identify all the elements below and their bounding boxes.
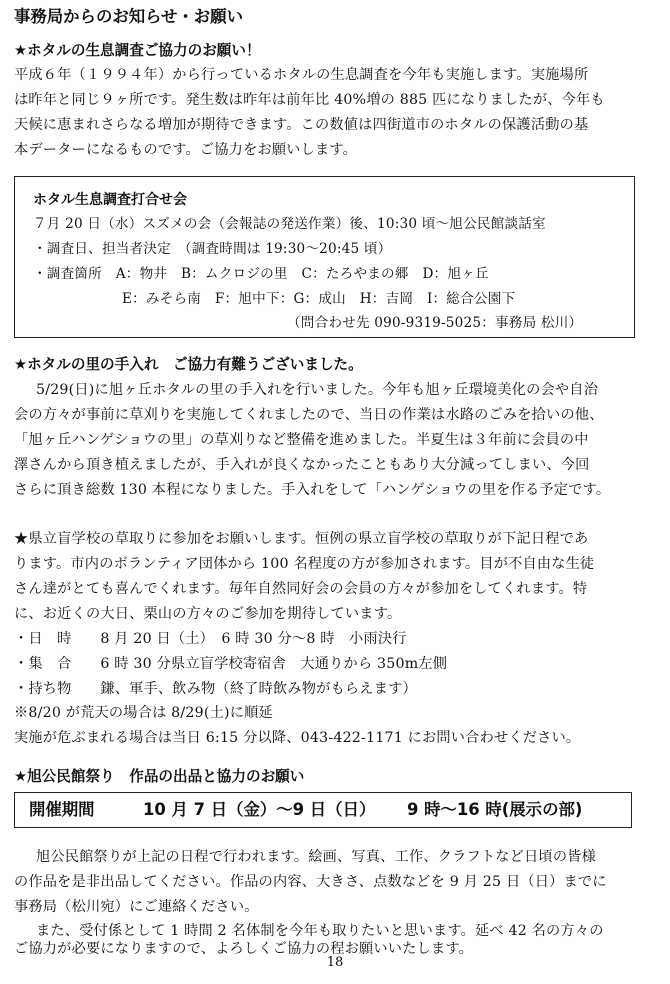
school-datetime: ・日 時 8 月 20 日（土） 6 時 30 分～8 時 小雨決行	[14, 631, 407, 647]
survey-paragraph-line: 天候に恵まれさらなる増加が期待できます。この数値は四街道市のホタルの保護活動の基	[14, 117, 589, 133]
survey-paragraph-line: 本データーになるものです。ご協力をお願いします。	[14, 142, 358, 158]
festival-paragraph-line: ご協力が必要になりますので、よろしくご協力の程お願いいたします。	[14, 941, 473, 957]
festival-heading: ★旭公民館祭り 作品の出品と協力のお願い	[14, 768, 305, 785]
meeting-heading: ホタル生息調査打合せ会	[33, 192, 187, 208]
maintenance-paragraph-line: 会の方々が事前に草刈りを実施してくれましたので、当日の作業は水路のごみを拾いの他、	[14, 407, 604, 423]
page-number: 18	[326, 955, 344, 970]
school-paragraph-line: ります。市内のボランティア団体から 100 名程度の方が参加されます。目が不自由な生徒	[14, 556, 595, 572]
maintenance-paragraph-line: 「旭ヶ丘ハンゲショウの里」の草刈りなど整備を進めました。半夏生は３年前に会員の中	[14, 432, 589, 448]
inquiry-line: 実施が危ぶまれる場合は当日 6:15 分以降、043-422-1171 にお問い合わせください。	[14, 730, 581, 746]
period-label: 開催期間	[29, 800, 95, 819]
survey-paragraph-line: 平成６年（１９９４年）から行っているホタルの生息調査を今年も実施します。実施場所	[14, 67, 589, 83]
school-meeting-place: ・集 合 6 時 30 分県立盲学校寄宿舎 大通りから 350m左側	[14, 656, 448, 672]
school-paragraph-line: に、お近くの大日、栗山の方々のご参加を期待しています。	[14, 606, 402, 622]
school-paragraph-line: さん達がとても喜んでくれます。毎年自然同好会の会員の方々が参加をしてくれます。特	[14, 581, 588, 597]
survey-locations-line: ・調査箇所 A：物井 B：ムクロジの里 C：たろやまの郷 D：旭ヶ丘	[33, 266, 489, 282]
meeting-info-box	[14, 176, 635, 338]
maintenance-paragraph-line: さらに頂き総数 130 本程になりました。手入れをして「ハンゲショウの里を作る予定です。	[14, 482, 611, 498]
period-time: 9 時～16 時(展示の部)	[407, 800, 583, 819]
school-paragraph-line: ★県立盲学校の草取りに参加をお願いします。恒例の県立盲学校の草取りが下記日程であ	[14, 531, 589, 547]
festival-paragraph-line: 事務局（松川宛）にご連絡ください。	[14, 899, 259, 915]
maintenance-heading: ★ホタルの里の手入れ ご協力有難うございました。	[14, 356, 363, 373]
rain-postponement-note: ※8/20 が荒天の場合は 8/29(土)に順延	[14, 705, 273, 721]
festival-paragraph-line: の作品を是非出品してください。作品の内容、大きさ、点数などを 9 月 25 日（日）までに	[14, 874, 607, 890]
school-items-to-bring: ・持ち物 鎌、軍手、飲み物（終了時飲み物がもらえます）	[14, 681, 417, 697]
maintenance-paragraph-line: 5/29(日)に旭ヶ丘ホタルの里の手入れを行いました。今年も旭ヶ丘環境美化の会や自治	[36, 382, 599, 398]
survey-paragraph-line: は昨年と同じ９ヶ所です。発生数は昨年は前年比 40%増の 885 匹になりましたが、今年も	[14, 92, 605, 108]
page-title: 事務局からのお知らせ・お願い	[14, 7, 243, 26]
maintenance-paragraph-line: 澤さんから頂き植えましたが、手入れが良くなかったこともあり大分減ってしまい、今回	[14, 457, 590, 473]
festival-paragraph-line: また、受付係として 1 時間 2 名体制を今年も取りたいと思います。延べ 42 名の方々の	[36, 923, 604, 939]
festival-paragraph-line: 旭公民館祭りが上記の日程で行われます。絵画、写真、工作、クラフトなど日頃の皆様	[36, 849, 596, 865]
period-dates: 10 月 7 日（金）～9 日（日）	[143, 800, 376, 819]
meeting-date-line: ７月 20 日（水）スズメの会（会報誌の発送作業）後、10:30 頃～旭公民館談話室	[33, 216, 546, 232]
meeting-agenda-line: ・調査日、担当者決定 （調査時間は 19:30～20:45 頃）	[33, 241, 392, 257]
festival-period-box	[14, 792, 632, 828]
survey-locations-line: E：みそら南 F：旭中下：G：成山 H：吉岡 I：総合公園下	[122, 291, 516, 307]
contact-line: （問合わせ先 090-9319-5025：事務局 松川）	[287, 315, 583, 331]
survey-heading: ★ホタルの生息調査ご協力のお願い！	[14, 42, 261, 59]
